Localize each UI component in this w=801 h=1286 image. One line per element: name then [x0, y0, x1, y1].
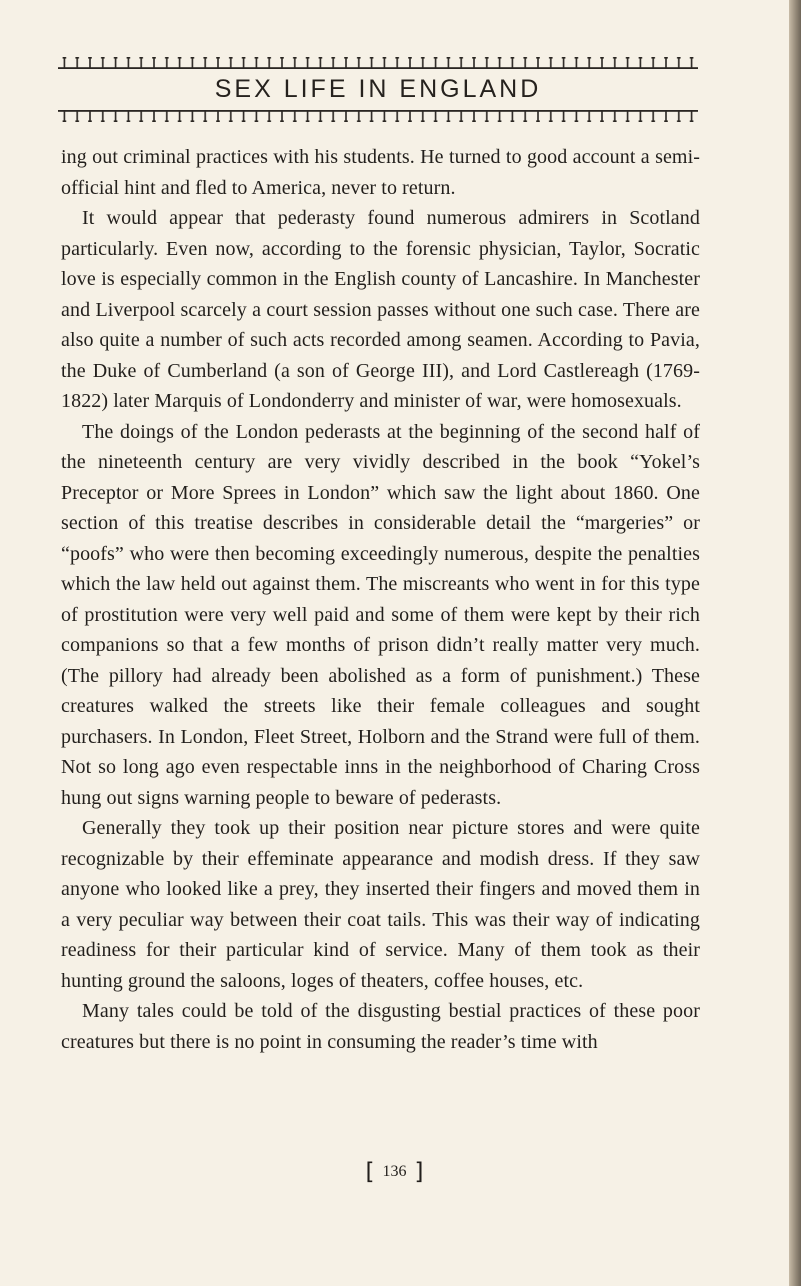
paragraph-many-tales: Many tales could be told of the disgusting bestial practices of these poor creatures but there is no point in consuming the reader’s time with — [61, 1000, 700, 1053]
running-head: SEX LIFE IN ENGLAND — [214, 75, 542, 103]
paragraph-continuation: ing out criminal practices with his students. He turned to good account a semi-official hint and fled to America, never to return. — [61, 146, 700, 199]
top-ornamental-rule — [58, 57, 698, 69]
paragraph-london-pederasts: The doings of the London pederasts at the beginning of the second half of the nineteenth century are very vividly described in the book “Yokel’s Preceptor or More Sprees in London” which saw the light about 1860. One section of this treatise describes in considerable detail the “margeries” or “poofs” who were then becoming exceedingly numerous, despite the penalties which the law held out against them. The miscreants who went in for this type of prostitution were very well paid and some of them were kept by their rich companions so that a few months of prison didn’t really matter very much. (The pillory had already been abolished as a form of punishment.) These creatures walked the streets like their female colleagues and sought purchasers. In London, Fleet Street, Holborn and the Strand were full of them. Not so long ago even respectable inns in the neighborhood of Charing Cross hung out signs warning people to beware of pederasts. — [61, 420, 700, 809]
book-spine-edge — [789, 0, 801, 1286]
page-number — [0, 1157, 789, 1187]
folio-open-bracket: [ — [365, 1159, 375, 1185]
paragraph-picture-stores: Generally they took up their position near picture stores and were quite recognizable by their effeminate appearance and modish dress. If they saw anyone who looked like a prey, they inserted their fingers and moved them in a very peculiar way between their coat tails. This was their way of indicating readiness for their particular kind of service. Many of them took as their hunting ground the saloons, loges of theaters, coffee houses, etc. — [61, 817, 700, 992]
bottom-ornamental-rule — [58, 110, 698, 122]
folio-number: 136 — [382, 1163, 407, 1180]
body-text — [61, 142, 700, 1057]
folio-close-bracket: ] — [414, 1159, 424, 1185]
paragraph-scotland-lancashire: It would appear that pederasty found numerous admirers in Scotland particularly. Even now, according to the forensic physician, Taylor, Socratic love is especially common in the English county of Lancashire. In Manchester and Liverpool scarcely a court session passes without one such case. There are also quite a number of such acts recorded among seamen. According to Pavia, the Duke of Cumberland (a son of George III), and Lord Castlereagh (1769-1822) later Marquis of Londonderry and minister of war, were homosexuals. — [61, 207, 700, 412]
